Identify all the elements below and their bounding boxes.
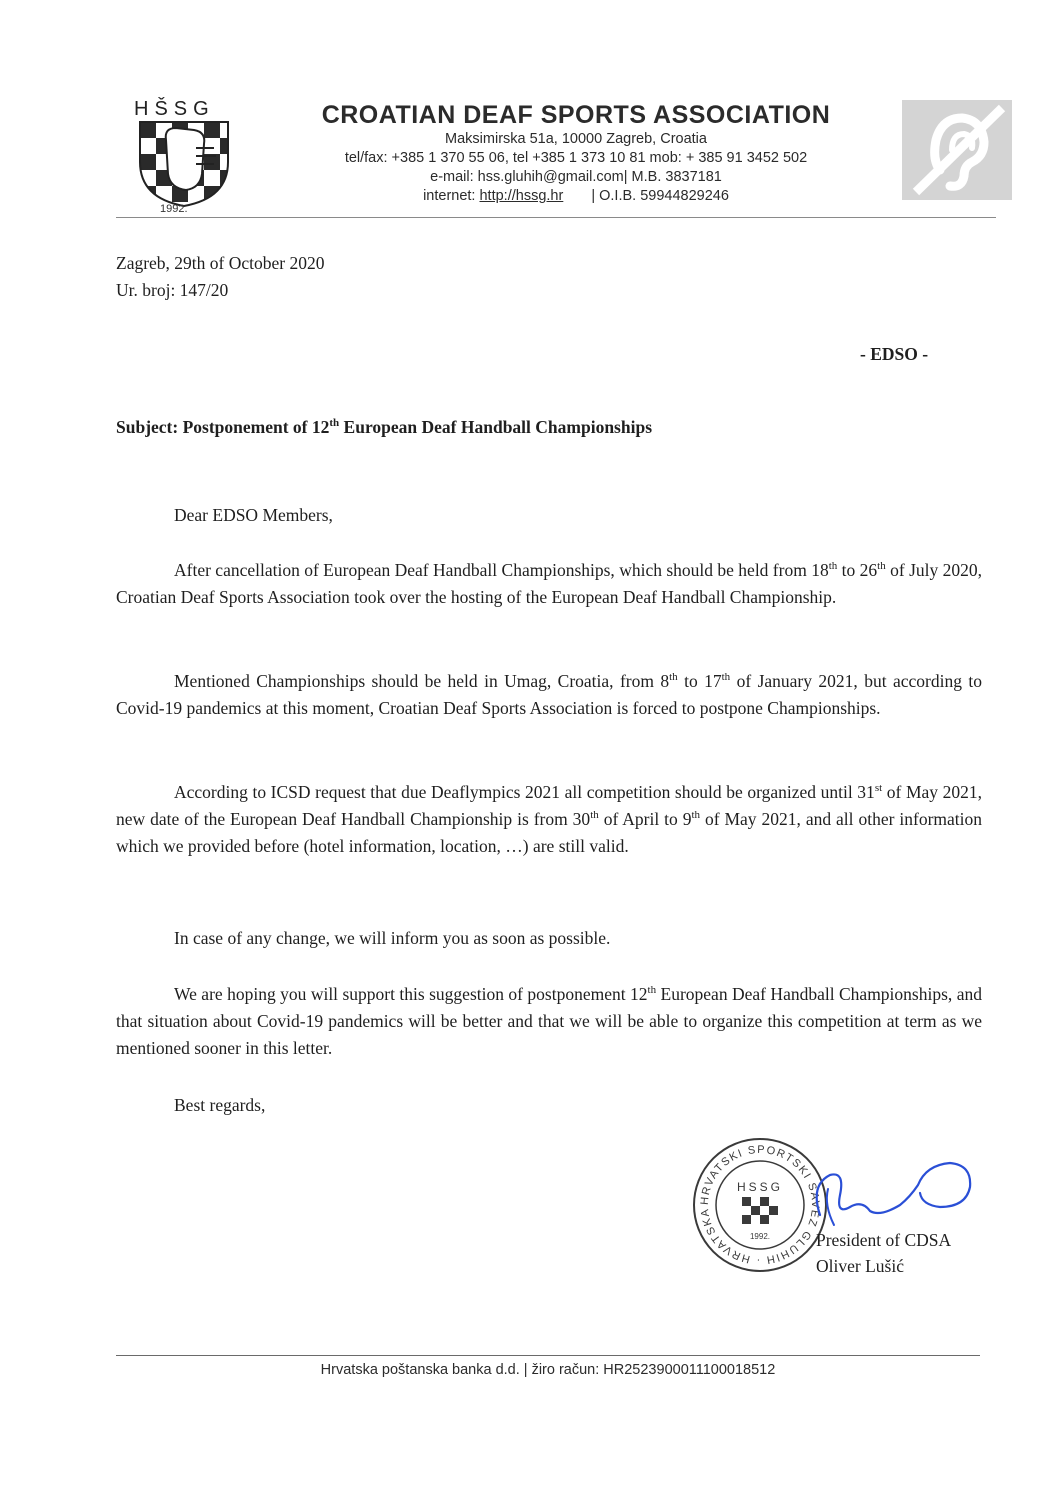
- recipient: - EDSO -: [860, 344, 929, 364]
- signer-name: Oliver Lušić: [816, 1256, 904, 1276]
- letterhead: [246, 100, 906, 206]
- website-link[interactable]: http://hssg.hr: [479, 188, 564, 204]
- checkered-shield-icon: [136, 118, 232, 208]
- bank-details: Hrvatska poštanska banka d.d. | žiro račun: HR2523900011100018512: [320, 1362, 776, 1378]
- subject-text: Subject: Postponement of 12: [116, 417, 330, 437]
- footer-divider: [116, 1355, 980, 1356]
- stamp-letters: HSSG: [736, 1180, 784, 1194]
- address: Maksimirska 51a, 10000 Zagreb, Croatia: [445, 131, 707, 147]
- deaf-symbol-logo: [902, 100, 1012, 200]
- date-line: Zagreb, 29th of October 2020: [116, 253, 325, 273]
- subject-sup: th: [329, 417, 340, 430]
- ear-icon: [902, 100, 1012, 200]
- paragraph-5: We are hoping you will support this suggestion of postponement 12th European Deaf Handball Championships, and that situation about Covid-19 pandemics will be better and that we will be able to organize this competition at term as we mentioned sooner in this letter.: [116, 984, 982, 1058]
- phone-numbers: tel/fax: +385 1 370 55 06, tel +385 1 373 10 81 mob: + 385 91 3452 502: [344, 150, 808, 166]
- email-line: e-mail: hss.gluhih@gmail.com| M.B. 3837181: [430, 169, 722, 185]
- internet-label: internet:: [423, 188, 480, 204]
- header-divider: [116, 217, 996, 218]
- handwritten-signature: [800, 1145, 980, 1235]
- signer-title: President of CDSA: [816, 1230, 952, 1250]
- stamp-year: 1992.: [749, 1232, 771, 1241]
- subject-line: [116, 414, 652, 441]
- paragraph-1: After cancellation of European Deaf Handball Championships, which should be held from 18th to 26th of July 2020, Croatian Deaf Sports Association took over the hosting of the European Deaf Handball Championship.: [116, 560, 983, 607]
- date-reference: [116, 250, 324, 304]
- signature-block: [816, 1227, 951, 1279]
- paragraph-3: According to ICSD request that due Deaflympics 2021 all competition should be organized until 31st of May 2021, new date of the European Deaf Handball Championship is from 30th of April to 9th of May 2021, and all other information which we provided before (hotel information, location, …) are still valid.: [116, 782, 983, 856]
- reference-number: Ur. broj: 147/20: [116, 280, 229, 300]
- internet-line: [246, 187, 906, 206]
- salutation: Dear EDSO Members,: [174, 505, 333, 525]
- stamp-ring-text: HRVATSKI SPORTSKI SAVEZ GLUHIH · HRVATSKA: [698, 1143, 822, 1267]
- oib-number: | O.I.B. 59944829246: [591, 188, 729, 204]
- closing: Best regards,: [174, 1095, 266, 1115]
- organization-name: CROATIAN DEAF SPORTS ASSOCIATION: [321, 101, 831, 129]
- logo-letters: HŠSG: [134, 98, 215, 120]
- paragraph-4: In case of any change, we will inform you as soon as possible.: [174, 928, 611, 948]
- association-logo: [130, 98, 238, 218]
- logo-year: 1992.: [160, 203, 188, 215]
- paragraph-2: Mentioned Championships should be held in Umag, Croatia, from 8th to 17th of January 2021, but according to Covid-19 pandemics at this moment, Croatian Deaf Sports Association is forced to postpone Championships.: [116, 671, 982, 718]
- subject-text-rest: European Deaf Handball Championships: [339, 417, 653, 437]
